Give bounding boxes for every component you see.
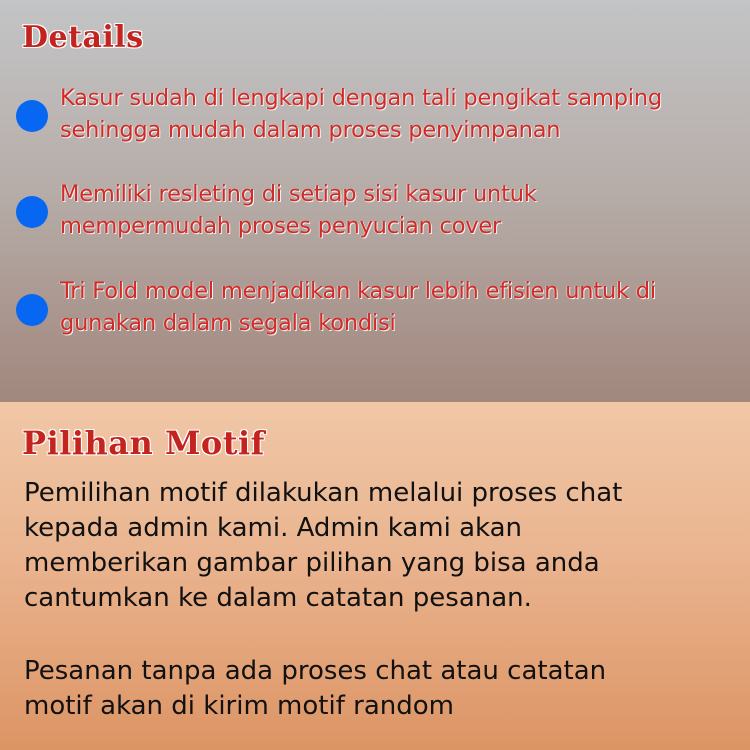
motif-paragraph-1-line-3: memberikan gambar pilihan yang bisa anda: [24, 548, 600, 578]
bullet-dot-icon: [16, 100, 48, 132]
details-item-3-line-1: Tri Fold model menjadikan kasur lebih efisien untuk di: [60, 278, 656, 304]
motif-paragraph-2-line-1: Pesanan tanpa ada proses chat atau catatan: [24, 656, 607, 686]
motif-paragraph-2-line-2: motif akan di kirim motif random: [24, 691, 454, 721]
details-item-1-line-1: Kasur sudah di lengkapi dengan tali pengikat samping: [60, 85, 662, 111]
details-item-1-line-2: sehingga mudah dalam proses penyimpanan: [60, 117, 561, 143]
motif-paragraph-1-line-1: Pemilihan motif dilakukan melalui proses chat: [24, 478, 623, 508]
motif-heading: Pilihan Motif: [22, 424, 265, 462]
bullet-dot-icon: [16, 196, 48, 228]
details-heading: Details: [22, 20, 144, 55]
details-item-2-line-1: Memiliki resleting di setiap sisi kasur untuk: [60, 181, 537, 207]
motif-paragraph-1-line-4: cantumkan ke dalam catatan pesanan.: [24, 583, 532, 613]
details-item-2-line-2: mempermudah proses penyucian cover: [60, 213, 502, 239]
details-item-3-line-2: gunakan dalam segala kondisi: [60, 310, 396, 336]
motif-paragraph-2: [24, 654, 734, 724]
details-item-1: [60, 82, 740, 146]
bullet-dot-icon: [16, 294, 48, 326]
motif-paragraph-1: [24, 476, 734, 616]
details-item-2: [60, 178, 740, 242]
motif-paragraph-1-line-2: kepada admin kami. Admin kami akan: [24, 513, 523, 543]
details-item-3: [60, 275, 740, 339]
